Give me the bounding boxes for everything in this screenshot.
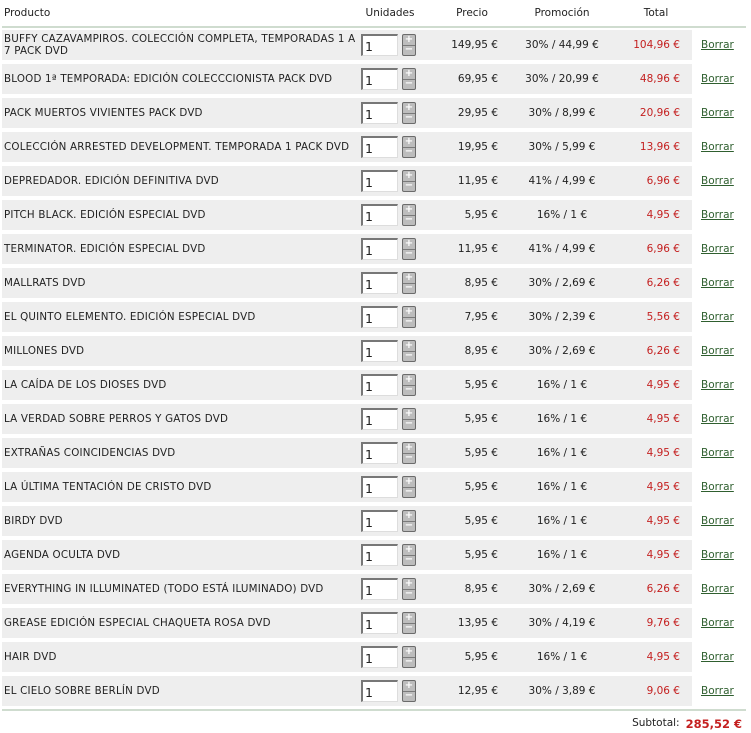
product-name: EL CIELO SOBRE BERLÍN DVD (4, 685, 160, 697)
quantity-input[interactable] (361, 340, 398, 362)
quantity-input[interactable] (361, 136, 398, 158)
cart-item-row (2, 368, 746, 402)
minus-icon[interactable]: − (404, 384, 414, 396)
unit-price: 5,95 € (464, 481, 498, 493)
delete-link[interactable]: Borrar (701, 583, 734, 595)
minus-icon[interactable]: − (404, 622, 414, 634)
cart-items (2, 28, 746, 708)
unit-price: 5,95 € (464, 651, 498, 663)
minus-icon[interactable]: − (404, 78, 414, 90)
product-name: DEPREDADOR. EDICIÓN DEFINITIVA DVD (4, 175, 219, 187)
delete-link[interactable]: Borrar (701, 685, 734, 697)
quantity-input[interactable] (361, 476, 398, 498)
unit-price: 11,95 € (457, 175, 498, 187)
delete-link[interactable]: Borrar (701, 515, 734, 527)
unit-price: 19,95 € (457, 141, 498, 153)
minus-icon[interactable]: − (404, 520, 414, 532)
plus-icon[interactable]: + (404, 33, 414, 45)
product-name: EL QUINTO ELEMENTO. EDICIÓN ESPECIAL DVD (4, 311, 256, 323)
delete-link[interactable]: Borrar (701, 243, 734, 255)
line-total: 4,95 € (646, 413, 680, 425)
promotion-value: 16% / 1 € (536, 413, 588, 425)
line-total: 5,56 € (646, 311, 680, 323)
line-total: 20,96 € (639, 107, 680, 119)
delete-link[interactable]: Borrar (701, 481, 734, 493)
header-promotion: Promoción (534, 7, 590, 19)
unit-price: 5,95 € (464, 413, 498, 425)
product-name: MILLONES DVD (4, 345, 85, 357)
plus-icon[interactable]: + (404, 339, 414, 351)
plus-icon[interactable]: + (404, 203, 414, 215)
promotion-value: 30% / 5,99 € (528, 141, 596, 153)
plus-icon[interactable]: + (404, 577, 414, 589)
cart-item-row (2, 402, 746, 436)
unit-price: 12,95 € (457, 685, 498, 697)
quantity-stepper[interactable] (402, 612, 416, 634)
delete-link[interactable]: Borrar (701, 549, 734, 561)
subtotal-row (2, 711, 746, 731)
delete-link[interactable]: Borrar (701, 175, 734, 187)
unit-price: 69,95 € (457, 73, 498, 85)
plus-icon[interactable]: + (404, 441, 414, 453)
promotion-value: 41% / 4,99 € (528, 175, 596, 187)
promotion-value: 16% / 1 € (536, 651, 588, 663)
cart-item-row (2, 96, 746, 130)
quantity-input[interactable] (361, 272, 398, 294)
cart-item-row (2, 62, 746, 96)
promotion-value: 30% / 2,69 € (528, 345, 596, 357)
quantity-input[interactable] (361, 34, 398, 56)
cart-item-row (2, 538, 746, 572)
cart-item-row (2, 504, 746, 538)
quantity-input[interactable] (361, 442, 398, 464)
line-total: 6,26 € (646, 277, 680, 289)
plus-icon[interactable]: + (404, 135, 414, 147)
quantity-input[interactable] (361, 680, 398, 702)
quantity-input[interactable] (361, 68, 398, 90)
product-name: GREASE EDICIÓN ESPECIAL CHAQUETA ROSA DVD (4, 617, 271, 629)
line-total: 4,95 € (646, 447, 680, 459)
delete-link[interactable]: Borrar (701, 413, 734, 425)
quantity-stepper[interactable] (402, 544, 416, 566)
line-total: 9,76 € (646, 617, 680, 629)
minus-icon[interactable]: − (404, 656, 414, 668)
plus-icon[interactable]: + (404, 611, 414, 623)
delete-link[interactable]: Borrar (701, 617, 734, 629)
unit-price: 5,95 € (464, 515, 498, 527)
minus-icon[interactable]: − (404, 690, 414, 702)
product-name: COLECCIÓN ARRESTED DEVELOPMENT. TEMPORADA 1 PACK DVD (4, 141, 350, 153)
quantity-stepper[interactable] (402, 680, 416, 702)
product-name: LA VERDAD SOBRE PERROS Y GATOS DVD (4, 413, 229, 425)
minus-icon[interactable]: − (404, 282, 414, 294)
cart-item-row (2, 300, 746, 334)
line-total: 4,95 € (646, 379, 680, 391)
cart-item-row (2, 606, 746, 640)
quantity-stepper[interactable] (402, 34, 416, 56)
plus-icon[interactable]: + (404, 101, 414, 113)
product-name: PITCH BLACK. EDICIÓN ESPECIAL DVD (4, 209, 206, 221)
cart-item-row (2, 28, 746, 62)
product-name: BUFFY CAZAVAMPIROS. COLECCIÓN COMPLETA, TEMPORADAS 1 A 7 PACK DVD (4, 33, 356, 57)
minus-icon[interactable]: − (404, 248, 414, 260)
header-total: Total (643, 7, 669, 19)
plus-icon[interactable]: + (404, 509, 414, 521)
plus-icon[interactable]: + (404, 645, 414, 657)
quantity-stepper[interactable] (402, 340, 416, 362)
minus-icon[interactable]: − (404, 44, 414, 56)
minus-icon[interactable]: − (404, 350, 414, 362)
plus-icon[interactable]: + (404, 407, 414, 419)
minus-icon[interactable]: − (404, 316, 414, 328)
quantity-input[interactable] (361, 374, 398, 396)
minus-icon[interactable]: − (404, 588, 414, 600)
quantity-input[interactable] (361, 612, 398, 634)
plus-icon[interactable]: + (404, 543, 414, 555)
cart-item-row (2, 266, 746, 300)
plus-icon[interactable]: + (404, 475, 414, 487)
quantity-input[interactable] (361, 102, 398, 124)
quantity-input[interactable] (361, 204, 398, 226)
delete-link[interactable]: Borrar (701, 277, 734, 289)
line-total: 6,26 € (646, 583, 680, 595)
product-name: PACK MUERTOS VIVIENTES PACK DVD (4, 107, 203, 119)
promotion-value: 30% / 4,19 € (528, 617, 596, 629)
delete-link[interactable]: Borrar (701, 209, 734, 221)
promotion-value: 16% / 1 € (536, 549, 588, 561)
cart-header (2, 0, 746, 26)
quantity-input[interactable] (361, 306, 398, 328)
quantity-input[interactable] (361, 170, 398, 192)
quantity-input[interactable] (361, 578, 398, 600)
line-total: 104,96 € (633, 39, 680, 51)
line-total: 13,96 € (639, 141, 680, 153)
subtotal-value: 285,52 € (685, 717, 742, 731)
unit-price: 29,95 € (457, 107, 498, 119)
header-product: Producto (4, 7, 51, 19)
shopping-cart (2, 0, 746, 731)
plus-icon[interactable]: + (404, 305, 414, 317)
quantity-stepper[interactable] (402, 408, 416, 430)
cart-item-row (2, 232, 746, 266)
delete-link[interactable]: Borrar (701, 447, 734, 459)
quantity-input[interactable] (361, 238, 398, 260)
header-price: Precio (456, 7, 488, 19)
plus-icon[interactable]: + (404, 679, 414, 691)
delete-link[interactable]: Borrar (701, 651, 734, 663)
unit-price: 5,95 € (464, 379, 498, 391)
quantity-input[interactable] (361, 646, 398, 668)
delete-link[interactable]: Borrar (701, 107, 734, 119)
promotion-value: 30% / 2,39 € (528, 311, 596, 323)
cart-item-row (2, 130, 746, 164)
plus-icon[interactable]: + (404, 373, 414, 385)
quantity-input[interactable] (361, 510, 398, 532)
delete-link[interactable]: Borrar (701, 311, 734, 323)
cart-item-row (2, 640, 746, 674)
line-total: 9,06 € (646, 685, 680, 697)
plus-icon[interactable]: + (404, 237, 414, 249)
quantity-stepper[interactable] (402, 374, 416, 396)
quantity-stepper[interactable] (402, 442, 416, 464)
minus-icon[interactable]: − (404, 180, 414, 192)
delete-link[interactable]: Borrar (701, 39, 734, 51)
quantity-stepper[interactable] (402, 646, 416, 668)
promotion-value: 30% / 3,89 € (528, 685, 596, 697)
promotion-value: 16% / 1 € (536, 379, 588, 391)
product-name: HAIR DVD (4, 651, 57, 663)
line-total: 4,95 € (646, 515, 680, 527)
line-total: 6,26 € (646, 345, 680, 357)
quantity-stepper[interactable] (402, 476, 416, 498)
line-total: 4,95 € (646, 209, 680, 221)
quantity-stepper[interactable] (402, 102, 416, 124)
promotion-value: 30% / 20,99 € (525, 73, 599, 85)
minus-icon[interactable]: − (404, 486, 414, 498)
unit-price: 149,95 € (451, 39, 498, 51)
quantity-stepper[interactable] (402, 136, 416, 158)
product-name: EXTRAÑAS COINCIDENCIAS DVD (4, 447, 176, 459)
cart-item-row (2, 198, 746, 232)
promotion-value: 16% / 1 € (536, 515, 588, 527)
product-name: BIRDY DVD (4, 515, 63, 527)
product-name: LA ÚLTIMA TENTACIÓN DE CRISTO DVD (4, 481, 212, 493)
cart-item-row (2, 572, 746, 606)
unit-price: 5,95 € (464, 209, 498, 221)
quantity-stepper[interactable] (402, 272, 416, 294)
unit-price: 11,95 € (457, 243, 498, 255)
unit-price: 5,95 € (464, 549, 498, 561)
minus-icon[interactable]: − (404, 214, 414, 226)
line-total: 4,95 € (646, 651, 680, 663)
cart-item-row (2, 674, 746, 708)
delete-link[interactable]: Borrar (701, 73, 734, 85)
quantity-input[interactable] (361, 408, 398, 430)
minus-icon[interactable]: − (404, 452, 414, 464)
cart-item-row (2, 334, 746, 368)
product-name: BLOOD 1ª TEMPORADA: EDICIÓN COLECCCIONISTA PACK DVD (4, 73, 333, 85)
quantity-stepper[interactable] (402, 68, 416, 90)
quantity-input[interactable] (361, 544, 398, 566)
quantity-stepper[interactable] (402, 170, 416, 192)
unit-price: 8,95 € (464, 277, 498, 289)
unit-price: 5,95 € (464, 447, 498, 459)
quantity-stepper[interactable] (402, 204, 416, 226)
plus-icon[interactable]: + (404, 169, 414, 181)
delete-link[interactable]: Borrar (701, 379, 734, 391)
minus-icon[interactable]: − (404, 418, 414, 430)
promotion-value: 16% / 1 € (536, 481, 588, 493)
quantity-stepper[interactable] (402, 578, 416, 600)
quantity-stepper[interactable] (402, 510, 416, 532)
plus-icon[interactable]: + (404, 271, 414, 283)
unit-price: 7,95 € (464, 311, 498, 323)
line-total: 6,96 € (646, 243, 680, 255)
product-name: EVERYTHING IN ILLUMINATED (TODO ESTÁ ILUMINADO) DVD (4, 583, 324, 595)
promotion-value: 30% / 44,99 € (525, 39, 599, 51)
unit-price: 13,95 € (457, 617, 498, 629)
product-name: AGENDA OCULTA DVD (4, 549, 121, 561)
line-total: 6,96 € (646, 175, 680, 187)
header-units: Unidades (365, 7, 415, 19)
cart-item-row (2, 164, 746, 198)
unit-price: 8,95 € (464, 345, 498, 357)
promotion-value: 41% / 4,99 € (528, 243, 596, 255)
line-total: 4,95 € (646, 481, 680, 493)
quantity-stepper[interactable] (402, 306, 416, 328)
minus-icon[interactable]: − (404, 146, 414, 158)
promotion-value: 16% / 1 € (536, 447, 588, 459)
promotion-value: 30% / 8,99 € (528, 107, 596, 119)
product-name: MALLRATS DVD (4, 277, 86, 289)
delete-link[interactable]: Borrar (701, 141, 734, 153)
promotion-value: 16% / 1 € (536, 209, 588, 221)
product-name: LA CAÍDA DE LOS DIOSES DVD (4, 379, 167, 391)
cart-item-row (2, 470, 746, 504)
minus-icon[interactable]: − (404, 554, 414, 566)
subtotal-label: Subtotal: (632, 717, 680, 729)
unit-price: 8,95 € (464, 583, 498, 595)
line-total: 48,96 € (639, 73, 680, 85)
promotion-value: 30% / 2,69 € (528, 583, 596, 595)
promotion-value: 30% / 2,69 € (528, 277, 596, 289)
cart-item-row (2, 436, 746, 470)
product-name: TERMINATOR. EDICIÓN ESPECIAL DVD (4, 243, 206, 255)
quantity-stepper[interactable] (402, 238, 416, 260)
delete-link[interactable]: Borrar (701, 345, 734, 357)
minus-icon[interactable]: − (404, 112, 414, 124)
line-total: 4,95 € (646, 549, 680, 561)
plus-icon[interactable]: + (404, 67, 414, 79)
